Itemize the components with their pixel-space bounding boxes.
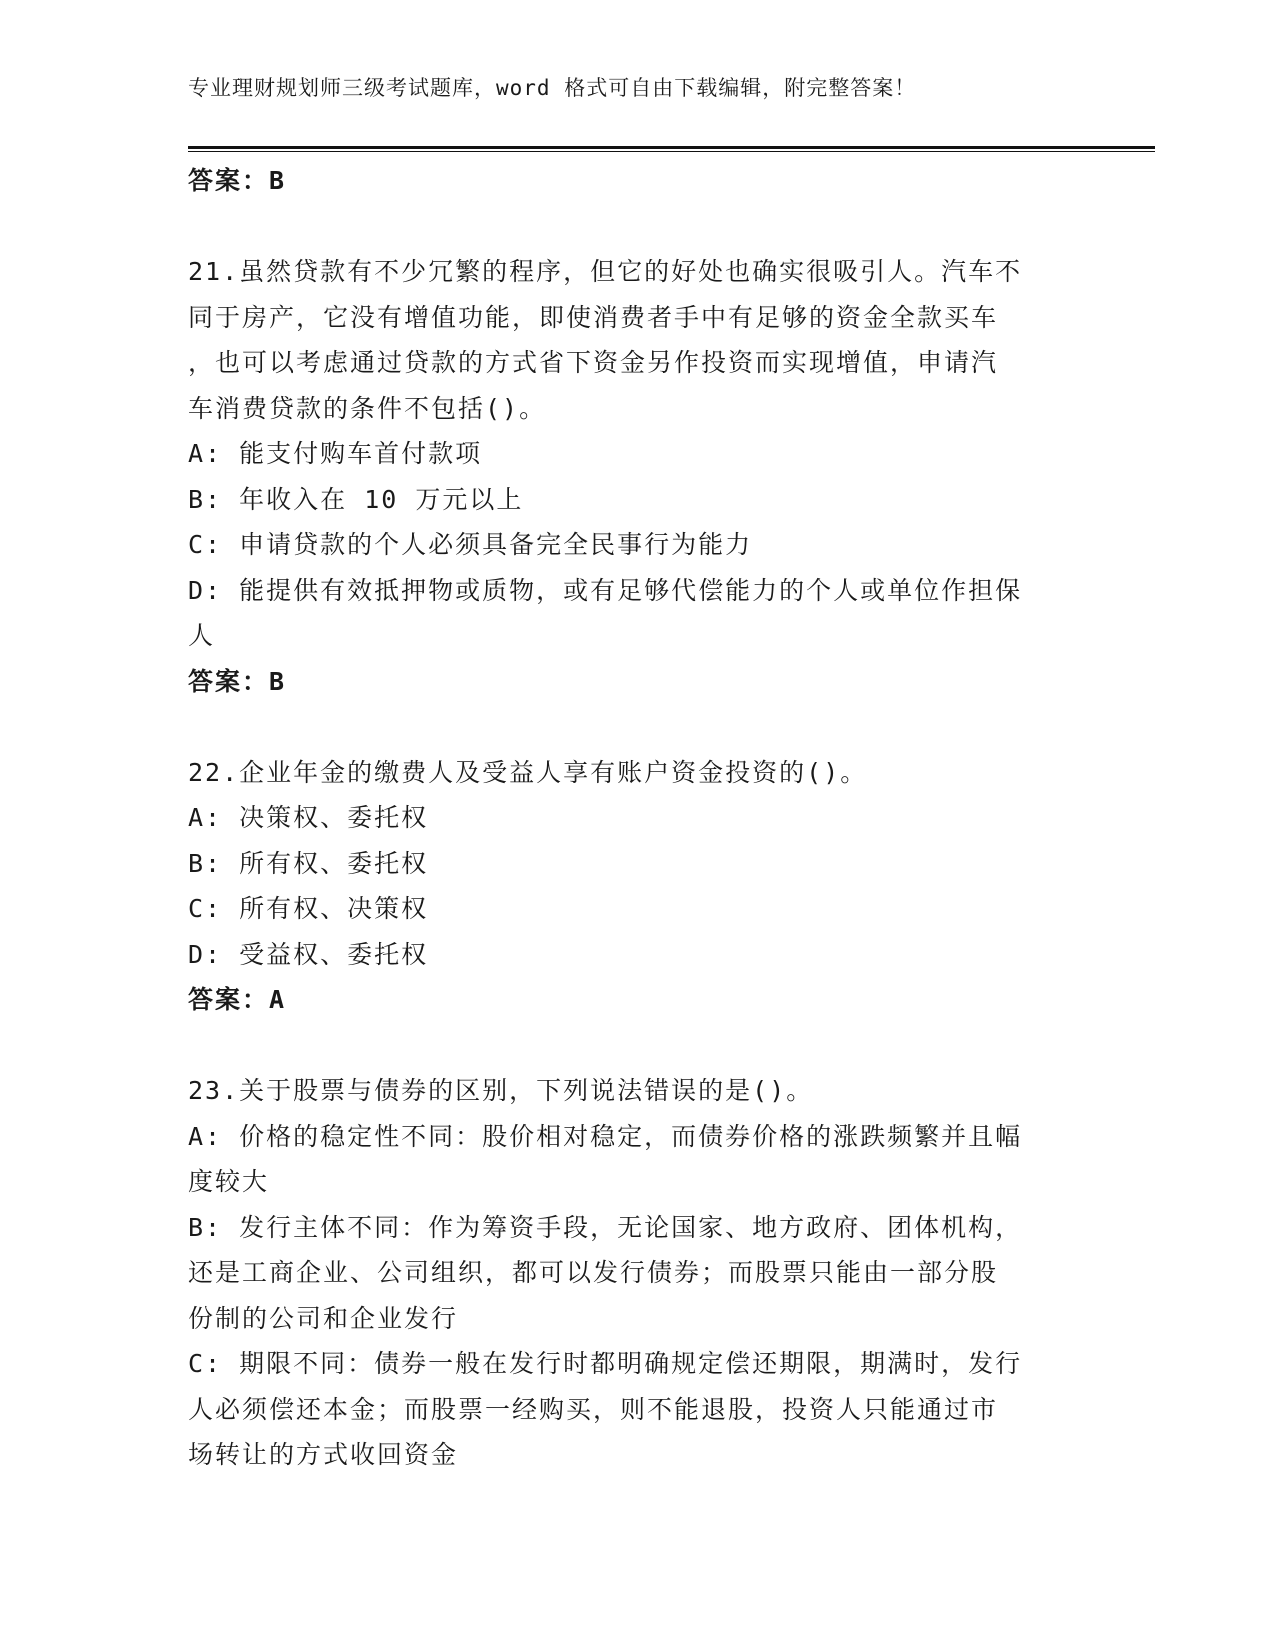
option-a-cont: 度较大 <box>188 1167 270 1196</box>
question-21 <box>188 249 1068 704</box>
page-header: 专业理财规划师三级考试题库，word 格式可自由下载编辑，附完整答案！ <box>188 76 917 100</box>
question-text-line: 22.企业年金的缴费人及受益人享有账户资金投资的()。 <box>188 757 868 787</box>
question-text-line: 23.关于股票与债券的区别，下列说法错误的是()。 <box>188 1076 814 1105</box>
question-list <box>188 158 1068 1478</box>
option-c-cont: 场转让的方式收回资金 <box>188 1440 459 1469</box>
option-b: B: 所有权、委托权 <box>188 848 429 878</box>
option-a: A: 决策权、委托权 <box>188 803 429 832</box>
option-d-cont: 人 <box>188 621 216 650</box>
option-a: A: 价格的稳定性不同：股价相对稳定，而债券价格的涨跌频繁并且幅 <box>188 1121 1023 1151</box>
previous-answer: 答案：B <box>188 166 287 195</box>
question-text-line: 21.虽然贷款有不少冗繁的程序，但它的好处也确实很吸引人。汽车不 <box>188 257 1023 286</box>
answer: 答案：A <box>188 985 287 1014</box>
spacer <box>188 1023 1068 1069</box>
option-a: A: 能支付购车首付款项 <box>188 439 483 468</box>
question-23 <box>188 1068 1068 1478</box>
option-b: B: 年收入在 10 万元以上 <box>188 484 524 514</box>
option-d: D: 受益权、委托权 <box>188 939 429 969</box>
question-22 <box>188 750 1068 1023</box>
option-c: C: 期限不同：债券一般在发行时都明确规定偿还期限，期满时，发行 <box>188 1349 1023 1378</box>
header-rule-thin <box>188 151 1155 152</box>
answer: 答案：B <box>188 666 287 696</box>
header-rule-thick <box>188 146 1155 149</box>
question-text-line: 同于房产，它没有增值功能，即使消费者手中有足够的资金全款买车 <box>188 302 999 332</box>
option-c-cont: 人必须偿还本金；而股票一经购买，则不能退股，投资人只能通过市 <box>188 1394 999 1424</box>
spacer <box>188 704 1068 750</box>
question-text-line: 车消费贷款的条件不包括()。 <box>188 393 547 423</box>
option-c: C: 所有权、决策权 <box>188 894 429 923</box>
option-b: B: 发行主体不同：作为筹资手段，无论国家、地方政府、团体机构， <box>188 1212 1023 1242</box>
option-c: C: 申请贷款的个人必须具备完全民事行为能力 <box>188 530 753 559</box>
question-text-line: ，也可以考虑通过贷款的方式省下资金另作投资而实现增值，申请汽 <box>188 348 999 377</box>
spacer <box>188 204 1068 250</box>
option-b-cont: 还是工商企业、公司组织，都可以发行债券；而股票只能由一部分股 <box>188 1258 999 1287</box>
option-d: D: 能提供有效抵押物或质物，或有足够代偿能力的个人或单位作担保 <box>188 575 1023 605</box>
option-b-cont: 份制的公司和企业发行 <box>188 1303 459 1333</box>
